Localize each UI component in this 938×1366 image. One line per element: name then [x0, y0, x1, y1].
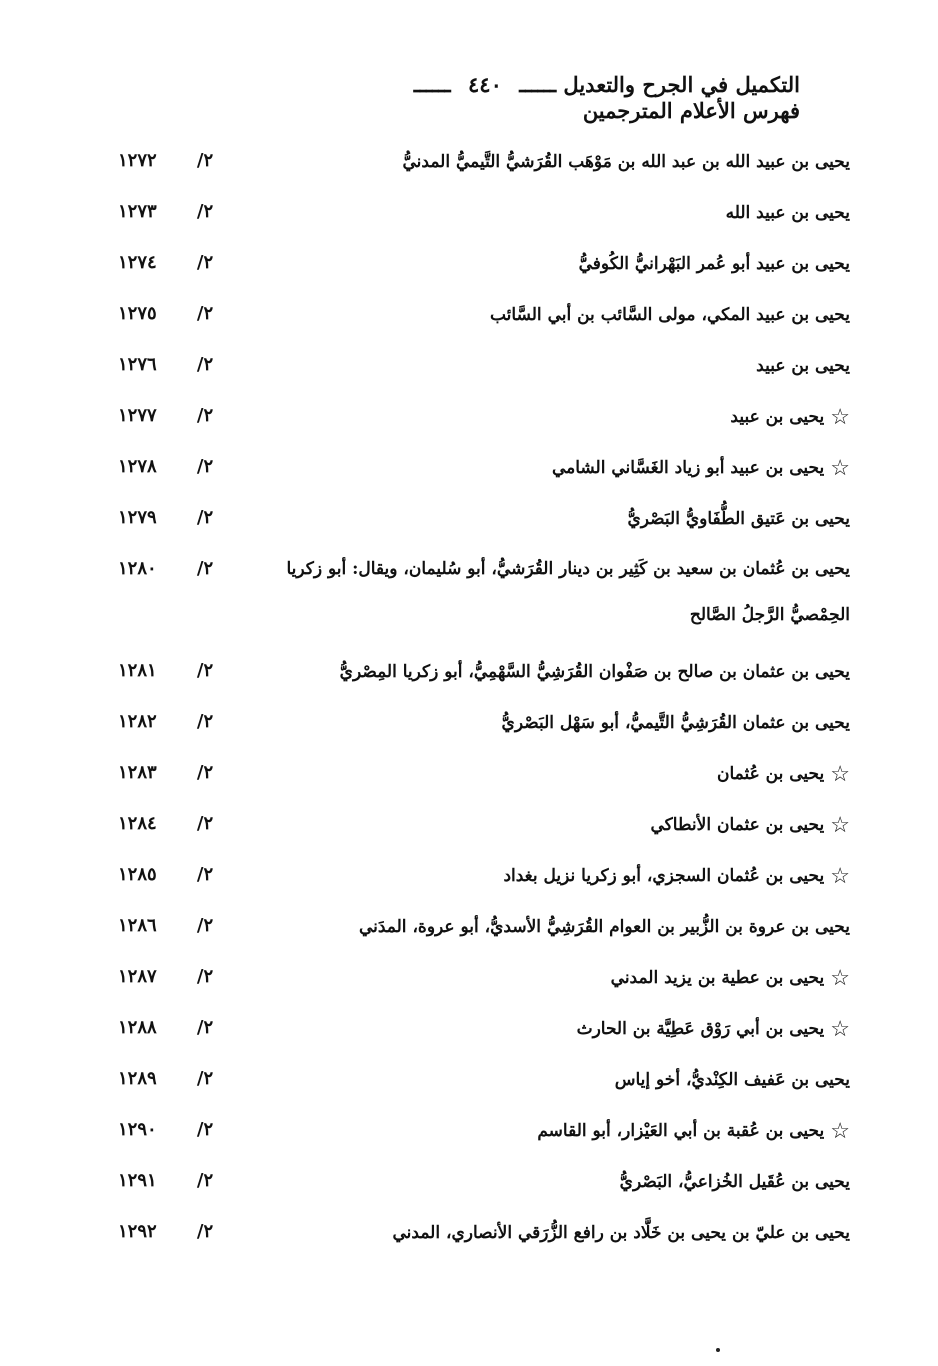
volume-ref: ٢/ [196, 1068, 214, 1089]
entry-number: ١٢٨٠ [118, 558, 157, 579]
volume-ref: ٢/ [196, 456, 214, 477]
index-entry [110, 1046, 850, 1097]
volume-ref: ٢/ [196, 354, 214, 375]
index-entry [110, 485, 850, 536]
page-number: ٤٤٠ [468, 72, 502, 97]
index-entry [110, 332, 850, 383]
star-icon: ☆ [830, 864, 850, 889]
index-entry [110, 842, 850, 893]
index-entry [110, 434, 850, 485]
entry-number: ١٢٩١ [118, 1170, 157, 1191]
header-dash: ــــــ [519, 72, 557, 97]
entry-number: ١٢٨٩ [118, 1068, 157, 1089]
entry-number: ١٢٧٩ [118, 507, 157, 528]
index-entry [110, 689, 850, 740]
entry-name: يحيى بن عروة بن الزُّبير بن العوام القُرَشِيُّ الأسديُّ، أبو عروة، المدَني [358, 917, 850, 937]
star-icon: ☆ [830, 1119, 850, 1144]
index-entry [110, 179, 850, 230]
entry-name: يحيى بن عُثمان بن سعيد بن كَثِير بن دينار القُرَشيُّ، أبو سُليمان، ويقال: أبو زكريا الحِمْصيُّ الرَّجلُ الصَّالح [286, 559, 850, 625]
section-title: فهرس الأعلام المترجمين [582, 98, 800, 123]
entry-number: ١٢٨٧ [118, 966, 157, 987]
entry-name: يحيى بن عثمان بن صالح بن صَفْوان القُرَشِيُّ السَّهْمِيُّ، أبو زكريا المِصْريُّ [339, 662, 850, 682]
entry-number: ١٢٧٧ [118, 405, 157, 426]
header-dash: ــــــ [413, 72, 451, 97]
entry-name: يحيى بن عَتيق الطُّفَاويُّ البَصْريُّ [627, 509, 850, 529]
entry-number: ١٢٨٦ [118, 915, 157, 936]
star-icon: ☆ [830, 966, 850, 991]
entry-number: ١٢٧٥ [118, 303, 157, 324]
index-entry [110, 995, 850, 1046]
entry-number: ١٢٨٨ [118, 1017, 157, 1038]
page-header [190, 72, 800, 122]
index-entry [110, 1148, 850, 1199]
entry-name: يحيى بن عبيد الله [725, 203, 850, 223]
volume-ref: ٢/ [196, 1170, 214, 1191]
page-speck [716, 1348, 720, 1352]
volume-ref: ٢/ [196, 1119, 214, 1140]
index-entry [110, 536, 850, 638]
entry-name: يحيى بن عبيد الله بن عبد الله بن مَوْهَب القُرَشيُّ التَّيميُّ المدنيُّ [402, 152, 850, 172]
volume-ref: ٢/ [196, 915, 214, 936]
volume-ref: ٢/ [196, 507, 214, 528]
entry-text [260, 1209, 850, 1257]
star-icon: ☆ [830, 762, 850, 787]
entry-name: يحيى بن عبيد أبو عُمر البَهْرانيُّ الكُوفيُّ [578, 254, 850, 274]
entry-name: يحيى بن عبيد [756, 356, 850, 376]
star-icon: ☆ [830, 456, 850, 481]
entry-number: ١٢٧٨ [118, 456, 157, 477]
entry-number: ١٢٨٢ [118, 711, 157, 732]
entry-name: يحيى بن عليّ بن يحيى بن خَلَّاد بن رافع الزُّرَقي الأنصاري، المدني [392, 1223, 850, 1243]
volume-ref: ٢/ [196, 762, 214, 783]
entry-number: ١٢٩٠ [118, 1119, 157, 1140]
entry-name: يحيى بن عبيد المكي، مولى السَّائب بن أبي السَّائب [489, 305, 850, 325]
entry-name: يحيى بن عُقَيل الخُزاعيُّ، البَصْريُّ [619, 1172, 850, 1192]
entry-number: ١٢٧٦ [118, 354, 157, 375]
entry-number: ١٢٨١ [118, 660, 157, 681]
index-entry [110, 893, 850, 944]
index-entry [110, 944, 850, 995]
volume-ref: ٢/ [196, 303, 214, 324]
entry-name: يحيى بن عطية بن يزيد المدني [610, 968, 825, 988]
entry-name: يحيى بن عثمان الأنطاكي [650, 815, 825, 835]
volume-ref: ٢/ [196, 660, 214, 681]
volume-ref: ٢/ [196, 966, 214, 987]
entry-name: يحيى بن عُقبة بن أبي العَيْزار، أبو القاسم [537, 1121, 825, 1141]
entry-number: ١٢٨٣ [118, 762, 157, 783]
entry-number: ١٢٨٤ [118, 813, 157, 834]
entry-name: يحيى بن عثمان القُرَشِيُّ التَّيميُّ، أبو سَهْل البَصْريُّ [501, 713, 850, 733]
index-entry [110, 128, 850, 179]
index-entries [110, 128, 850, 1250]
entry-name: يحيى بن عُثمان [716, 764, 825, 784]
volume-ref: ٢/ [196, 813, 214, 834]
index-entry [110, 383, 850, 434]
book-title: التكميل في الجرح والتعديل [563, 72, 800, 97]
star-icon: ☆ [830, 813, 850, 838]
entry-number: ١٢٧٤ [118, 252, 157, 273]
index-entry [110, 281, 850, 332]
entry-number: ١٢٧٣ [118, 201, 157, 222]
volume-ref: ٢/ [196, 711, 214, 732]
volume-ref: ٢/ [196, 1221, 214, 1242]
entry-name: يحيى بن عُثمان السجزي، أبو زكريا نزيل بغداد [503, 866, 825, 886]
volume-ref: ٢/ [196, 1017, 214, 1038]
entry-name: يحيى بن عَفيف الكِنْديُّ، أخو إياس [614, 1070, 850, 1090]
volume-ref: ٢/ [196, 252, 214, 273]
volume-ref: ٢/ [196, 864, 214, 885]
index-entry [110, 230, 850, 281]
index-entry [110, 1097, 850, 1148]
index-entry [110, 638, 850, 689]
entry-name: يحيى بن عبيد [730, 407, 825, 427]
index-entry [110, 740, 850, 791]
entry-text [260, 546, 850, 638]
entry-number: ١٢٨٥ [118, 864, 157, 885]
entry-name: يحيى بن أبي رَوْق عَطِيَّة بن الحارث [576, 1019, 825, 1039]
entry-name: يحيى بن عبيد أبو زياد الغَسَّاني الشامي [551, 458, 825, 478]
volume-ref: ٢/ [196, 405, 214, 426]
volume-ref: ٢/ [196, 558, 214, 579]
star-icon: ☆ [830, 1017, 850, 1042]
star-icon: ☆ [830, 405, 850, 430]
entry-number: ١٢٧٢ [118, 150, 157, 171]
running-head [190, 72, 800, 98]
entry-number: ١٢٩٢ [118, 1221, 157, 1242]
index-entry [110, 791, 850, 842]
volume-ref: ٢/ [196, 201, 214, 222]
index-entry [110, 1199, 850, 1250]
volume-ref: ٢/ [196, 150, 214, 171]
